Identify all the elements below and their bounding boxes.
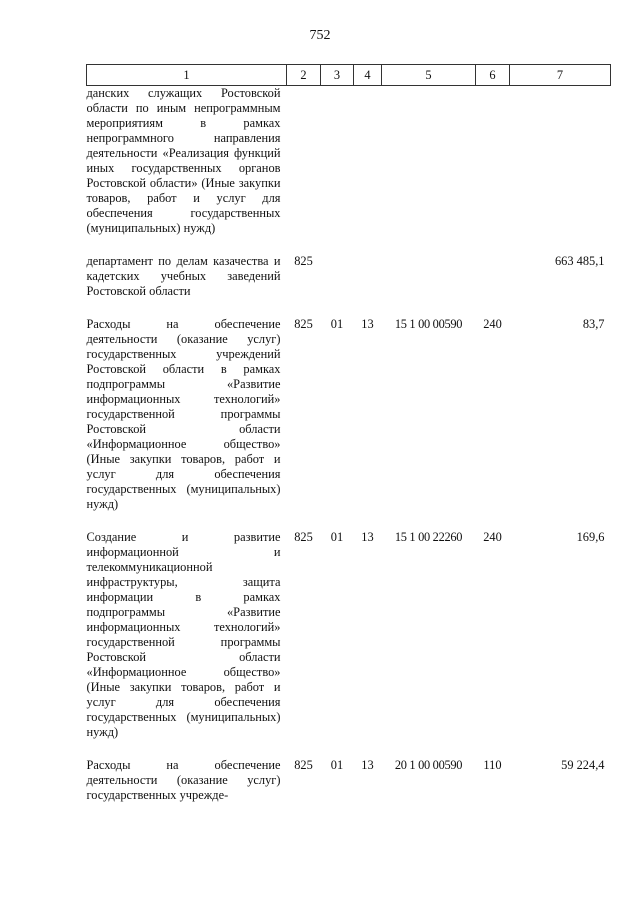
table-row: [87, 254, 611, 317]
column-header: 2: [287, 65, 321, 86]
row-description: Расходы на обеспечение деятельности (оказание услуг) государственных учрежде-: [86, 758, 281, 802]
row-target: 15 1 00 00590: [394, 317, 463, 331]
row-section: 01: [330, 758, 344, 772]
row-section: 01: [330, 317, 344, 331]
row-amount: [510, 86, 611, 255]
row-amount: 663 485,1: [554, 254, 605, 268]
row-description: данских служащих Ростовской области по иным непрограммным мероприятиям в рамках непрограммного направления деятельности «Реализация функций иных государственных органов Ростовской области» (Иные закупки товаров, работ и услуг для обеспечения государственных (муниципальных) нужд): [86, 86, 281, 235]
row-code: 825: [294, 254, 313, 268]
row-code: 825: [294, 758, 313, 772]
row-code: [287, 86, 321, 255]
row-amount: 83,7: [582, 317, 605, 331]
row-subsection: 13: [361, 317, 374, 331]
column-header: 6: [476, 65, 510, 86]
column-header: 4: [354, 65, 382, 86]
row-subsection: 13: [361, 758, 374, 772]
row-target: 15 1 00 22260: [394, 530, 463, 544]
row-target: [382, 86, 476, 255]
row-description: департамент по делам казачества и кадетских учебных заведений Ростовской области: [86, 254, 281, 298]
column-header: 5: [382, 65, 476, 86]
budget-table: [86, 64, 611, 803]
row-target: [382, 254, 476, 317]
table-row: [87, 86, 611, 255]
table-header-row: [87, 65, 611, 86]
table-row: [87, 758, 611, 803]
row-amount: 59 224,4: [561, 758, 605, 772]
row-type: [476, 86, 510, 255]
page-number: 752: [309, 28, 331, 43]
row-type: 110: [483, 758, 502, 772]
row-type: 240: [483, 317, 502, 331]
table-row: [87, 317, 611, 530]
column-header: 1: [87, 65, 287, 86]
row-subsection: [354, 86, 382, 255]
table-row: [87, 530, 611, 758]
row-subsection: 13: [361, 530, 374, 544]
row-type: 240: [483, 530, 502, 544]
row-amount: 169,6: [576, 530, 605, 544]
row-code: 825: [294, 317, 313, 331]
row-description: Расходы на обеспечение деятельности (оказание услуг) государственных учреждений Ростовской области в рамках подпрограммы «Развитие информационных технологий» государственной программы Ростовской области «Информационное общество» (Иные закупки товаров, работ и услуг для обеспечения государственных (муниципальных) нужд): [86, 317, 281, 511]
row-target: 20 1 00 00590: [394, 758, 463, 772]
row-section: 01: [330, 530, 344, 544]
row-section: [321, 254, 354, 317]
row-type: [476, 254, 510, 317]
row-code: 825: [294, 530, 313, 544]
row-description: Создание и развитие информационной и телекоммуникационной инфраструктуры, защита информации в рамках подпрограммы «Развитие информационных технологий» государственной программы Ростовской области «Информационное общество» (Иные закупки товаров, работ и услуг для обеспечения государственных (муниципальных) нужд): [86, 530, 281, 739]
row-subsection: [354, 254, 382, 317]
column-header: 3: [321, 65, 354, 86]
row-section: [321, 86, 354, 255]
column-header: 7: [510, 65, 611, 86]
